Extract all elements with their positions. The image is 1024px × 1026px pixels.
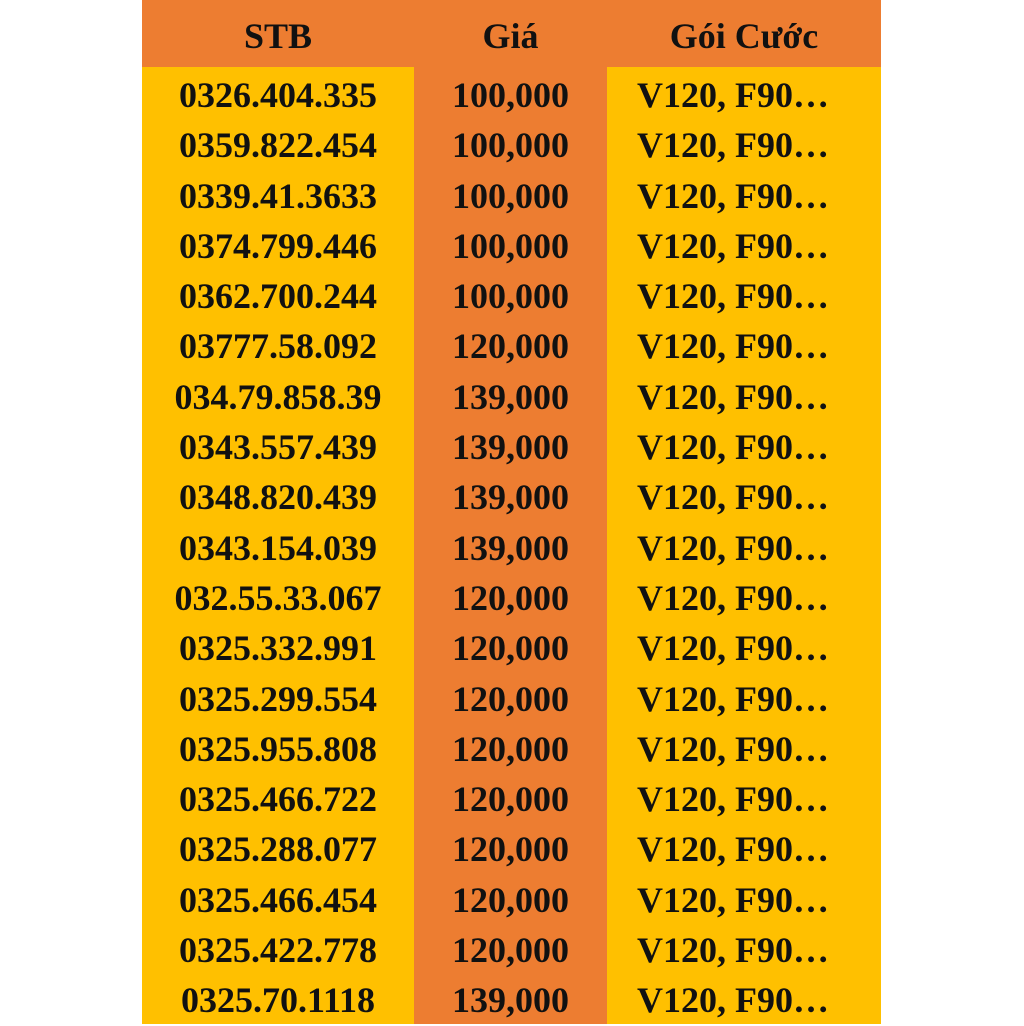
table-row [142, 422, 881, 472]
table-row [142, 724, 881, 774]
price-cell: 120,000 [452, 879, 569, 920]
phone-number-cell: 0374.799.446 [179, 225, 377, 266]
package-cell: V120, F90… [637, 75, 829, 115]
phone-number-cell: 0325.299.554 [179, 678, 377, 719]
phone-number-cell: 0325.466.454 [179, 879, 377, 920]
price-cell: 120,000 [452, 728, 569, 769]
package-cell: V120, F90… [637, 326, 829, 367]
package-cell: V120, F90… [637, 829, 829, 870]
package-cell: V120, F90… [637, 879, 829, 920]
phone-number-cell: 034.79.858.39 [174, 376, 382, 417]
table-row [142, 623, 881, 673]
table-row [142, 824, 881, 874]
phone-number-cell: 0362.700.244 [179, 276, 377, 317]
price-table [142, 0, 881, 1024]
table-header [142, 0, 881, 67]
phone-number-cell: 0325.70.1118 [180, 980, 376, 1021]
table-row [142, 120, 881, 170]
price-cell: 100,000 [452, 276, 569, 317]
price-cell: 100,000 [452, 175, 569, 216]
phone-number-cell: 0359.822.454 [179, 125, 377, 166]
phone-number-cell: 0325.288.077 [179, 829, 377, 870]
price-cell: 120,000 [452, 577, 569, 618]
table-row [142, 774, 881, 824]
price-cell: 139,000 [452, 527, 569, 568]
phone-number-cell: 0325.422.778 [179, 930, 377, 971]
table-row [142, 925, 881, 975]
price-cell: 120,000 [452, 779, 569, 820]
package-cell: V120, F90… [637, 628, 829, 669]
price-cell: 139,000 [452, 477, 569, 518]
table-body [142, 70, 881, 1026]
package-cell: V120, F90… [637, 477, 829, 518]
phone-number-cell: 03777.58.092 [179, 326, 377, 367]
price-cell: 120,000 [452, 930, 569, 971]
package-cell: V120, F90… [637, 427, 829, 468]
package-cell: V120, F90… [637, 276, 829, 317]
package-cell: V120, F90… [637, 527, 829, 568]
price-cell: 120,000 [452, 628, 569, 669]
phone-number-cell: 0325.955.808 [179, 728, 377, 769]
price-cell: 120,000 [452, 829, 569, 870]
price-cell: 100,000 [452, 75, 569, 115]
table-row [142, 975, 881, 1025]
package-cell: V120, F90… [637, 376, 829, 417]
table-row [142, 875, 881, 925]
table-row [142, 271, 881, 321]
table-row [142, 171, 881, 221]
phone-number-cell: 032.55.33.067 [174, 577, 382, 618]
phone-number-cell: 0348.820.439 [179, 477, 377, 518]
price-cell: 120,000 [452, 326, 569, 367]
package-cell: V120, F90… [637, 678, 829, 719]
price-cell: 100,000 [452, 125, 569, 166]
table-row [142, 221, 881, 271]
package-cell: V120, F90… [637, 125, 829, 166]
phone-number-cell: 0343.557.439 [179, 427, 377, 468]
package-cell: V120, F90… [637, 175, 829, 216]
header-stb: STB [243, 16, 313, 56]
phone-number-cell: 0339.41.3633 [179, 175, 377, 216]
price-cell: 139,000 [452, 376, 569, 417]
table-row [142, 573, 881, 623]
phone-number-cell: 0343.154.039 [179, 527, 377, 568]
package-cell: V120, F90… [637, 728, 829, 769]
table-row [142, 70, 881, 120]
header-goi-cuoc: Gói Cước [669, 16, 819, 56]
price-cell: 100,000 [452, 225, 569, 266]
phone-number-cell: 0326.404.335 [179, 75, 377, 115]
package-cell: V120, F90… [637, 225, 829, 266]
table-row [142, 674, 881, 724]
package-cell: V120, F90… [637, 930, 829, 971]
table-row [142, 321, 881, 371]
table-row [142, 472, 881, 522]
table-row [142, 523, 881, 573]
phone-number-cell: 0325.332.991 [179, 628, 377, 669]
price-cell: 139,000 [452, 980, 569, 1021]
price-cell: 139,000 [452, 427, 569, 468]
package-cell: V120, F90… [637, 779, 829, 820]
package-cell: V120, F90… [637, 980, 829, 1021]
header-gia: Giá [482, 16, 539, 56]
table-row [142, 372, 881, 422]
package-cell: V120, F90… [637, 577, 829, 618]
price-cell: 120,000 [452, 678, 569, 719]
phone-number-cell: 0325.466.722 [179, 779, 377, 820]
